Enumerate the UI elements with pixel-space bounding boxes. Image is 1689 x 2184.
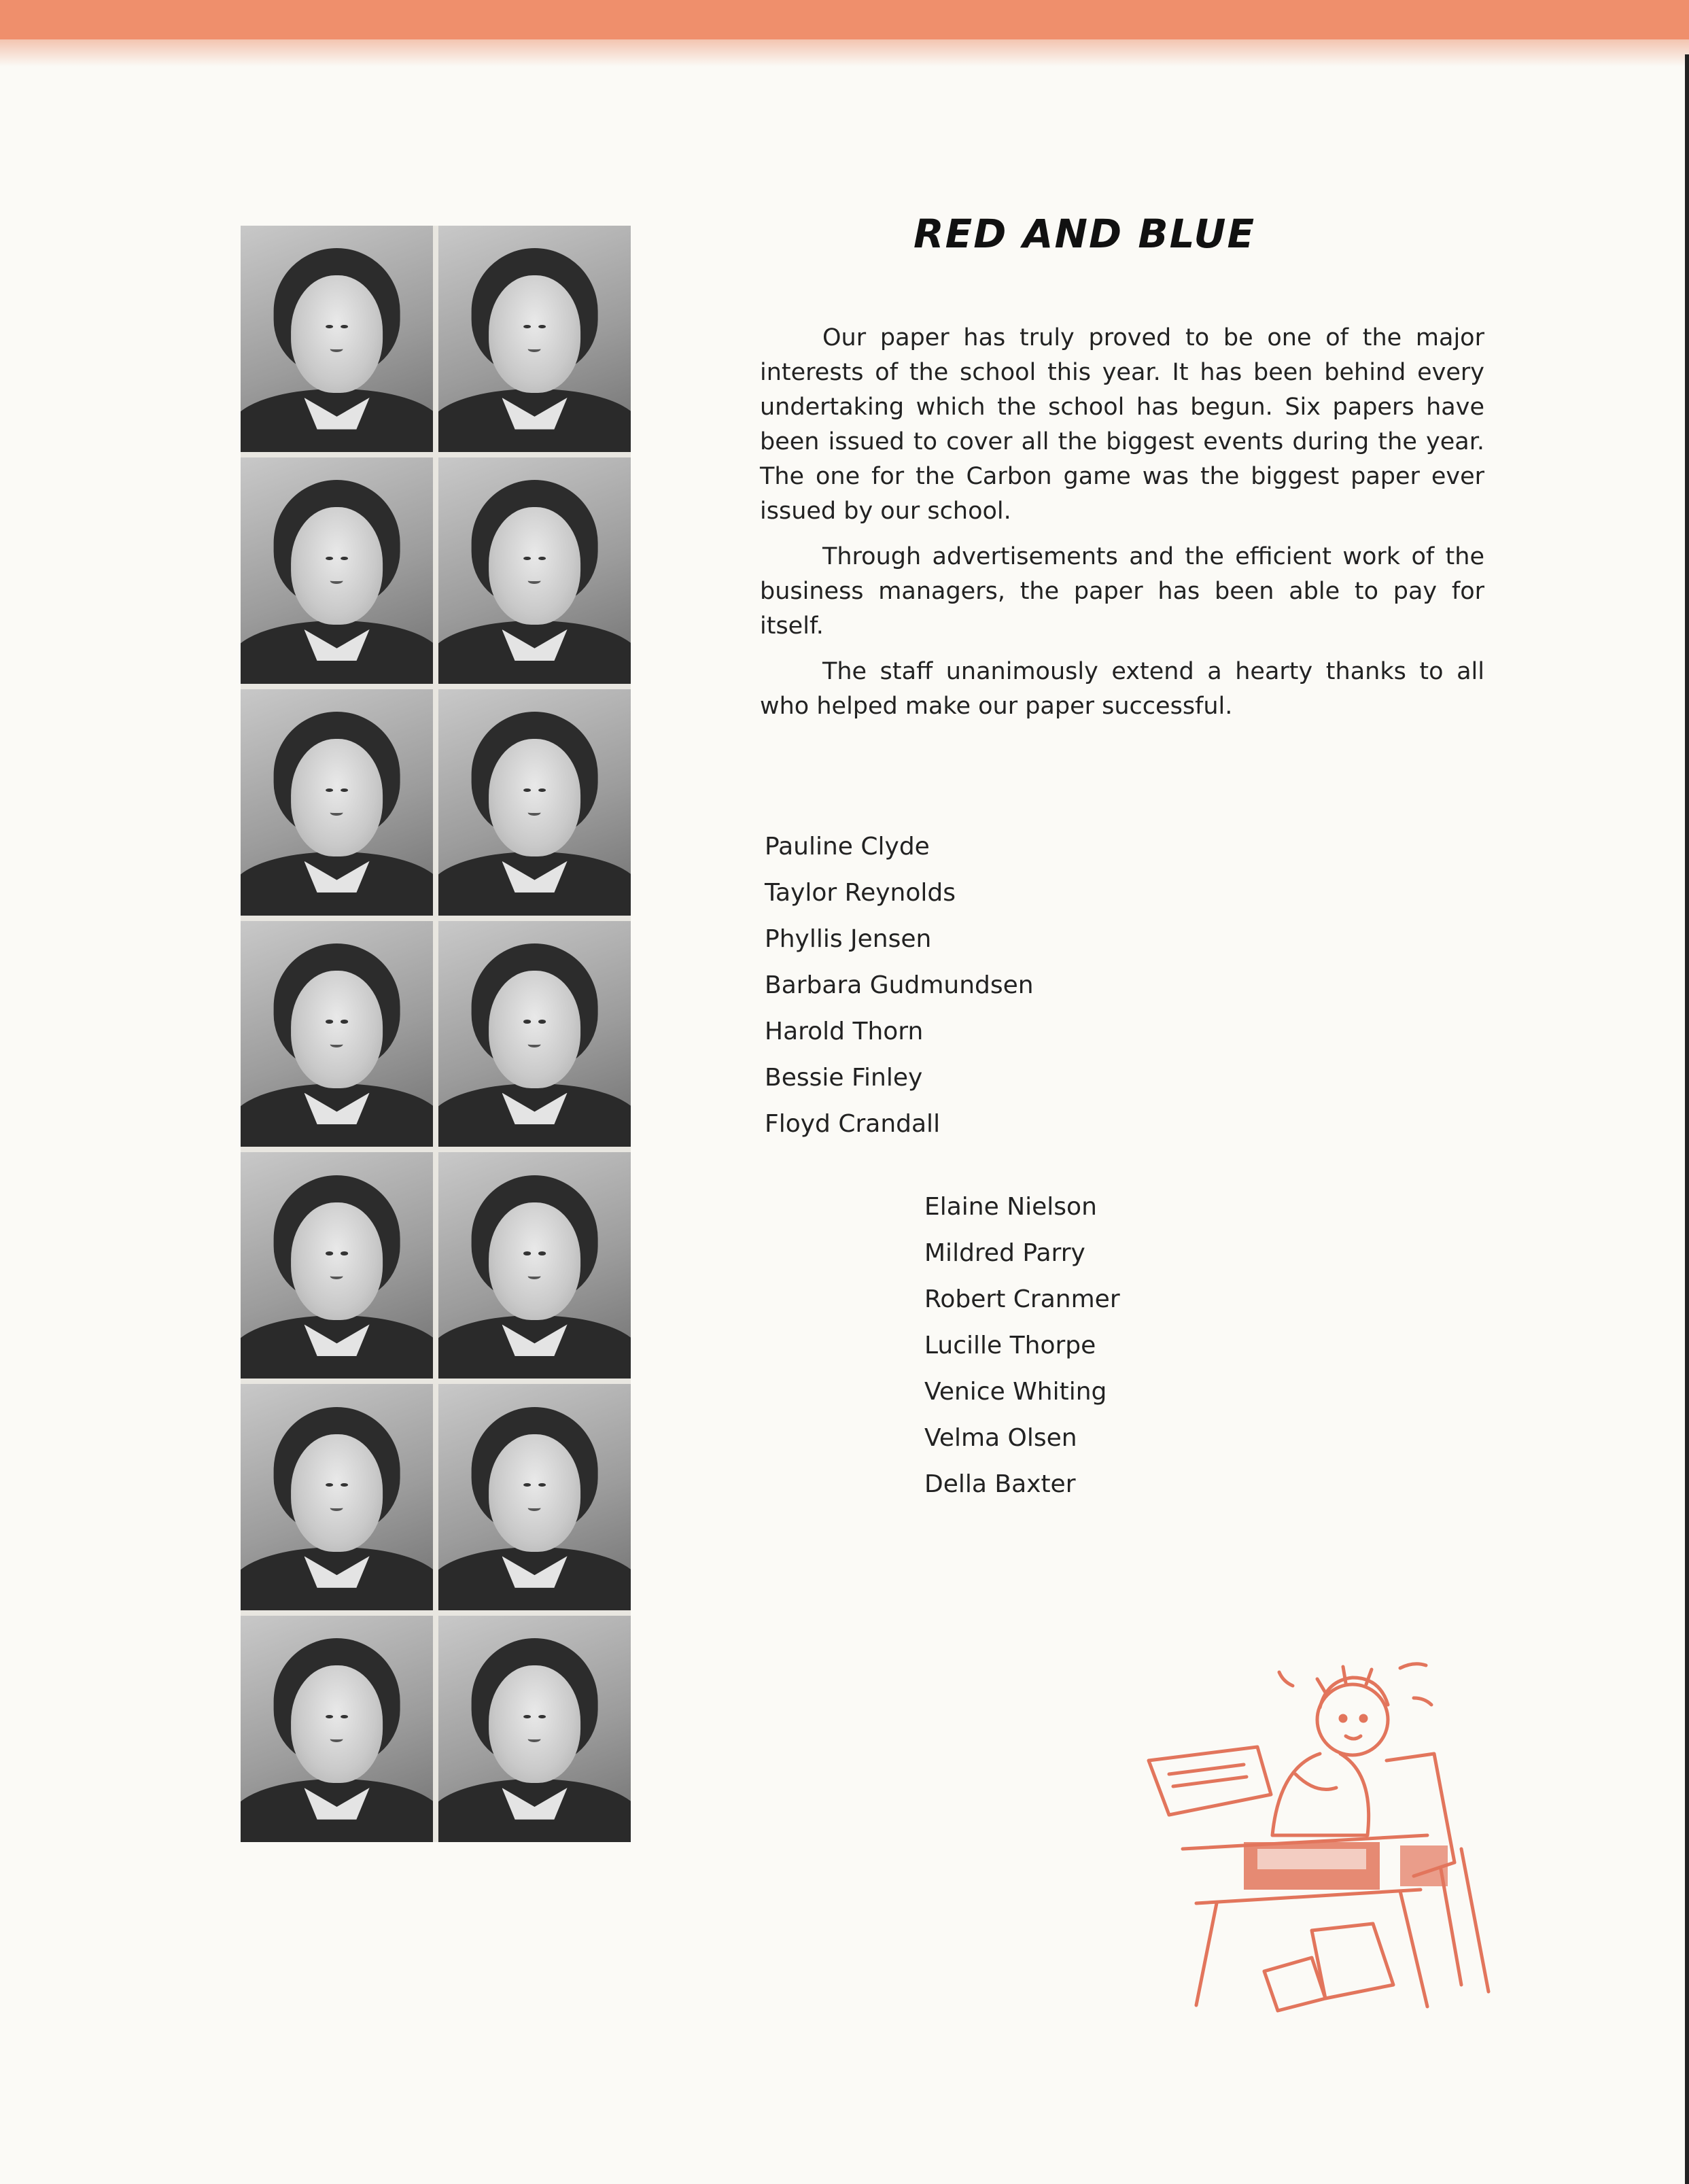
portrait-photo (241, 457, 433, 684)
top-color-band (0, 0, 1689, 39)
portrait-photo (241, 1152, 433, 1379)
article-paragraph: The staff unanimously extend a hearty thanks to all who helped make our paper successful. (760, 658, 1484, 720)
article-paragraph: Through advertisements and the efficient work of the business managers, the paper has been able to pay for itself. (760, 543, 1484, 640)
top-band-fade (0, 39, 1689, 67)
article-body (760, 321, 1484, 735)
staff-name: Floyd Crandall (765, 1110, 941, 1138)
page-edge-rule (1685, 54, 1689, 2184)
staff-name: Della Baxter (924, 1470, 1076, 1498)
portrait-photo (438, 457, 631, 684)
portrait-photo (438, 689, 631, 916)
portrait-photo (241, 1384, 433, 1610)
page-title: RED AND BLUE (913, 211, 1256, 257)
staff-name: Venice Whiting (924, 1378, 1107, 1406)
portrait-photo (241, 689, 433, 916)
portrait-photo (438, 1152, 631, 1379)
staff-name: Barbara Gudmundsen (765, 971, 1034, 999)
staff-name: Lucille Thorpe (924, 1332, 1096, 1359)
staff-name: Bessie Finley (765, 1064, 923, 1092)
portrait-photo (438, 1384, 631, 1610)
portrait-photo (438, 921, 631, 1147)
portrait-photo (438, 1616, 631, 1842)
typist-cartoon-illustration (1142, 1645, 1509, 2026)
staff-names-column-one (765, 824, 1034, 1147)
staff-portrait-grid (241, 226, 631, 1842)
staff-name: Harold Thorn (765, 1018, 924, 1045)
staff-name: Elaine Nielson (924, 1193, 1097, 1221)
article-paragraph: Our paper has truly proved to be one of the major interests of the school this year. It has been behind every undertaking which the school has begun. Six papers have been issued to cover all the biggest events during the year. The one for the Carbon game was the biggest paper ever issued by our school. (760, 324, 1484, 525)
staff-name: Robert Cranmer (924, 1285, 1120, 1313)
staff-name: Phyllis Jensen (765, 925, 932, 953)
staff-names-column-two (924, 1184, 1120, 1508)
portrait-photo (241, 921, 433, 1147)
staff-name: Velma Olsen (924, 1424, 1077, 1452)
staff-name: Mildred Parry (924, 1239, 1085, 1267)
portrait-photo (241, 226, 433, 452)
staff-name: Pauline Clyde (765, 833, 930, 861)
portrait-photo (438, 226, 631, 452)
portrait-photo (241, 1616, 433, 1842)
staff-name: Taylor Reynolds (765, 879, 956, 907)
